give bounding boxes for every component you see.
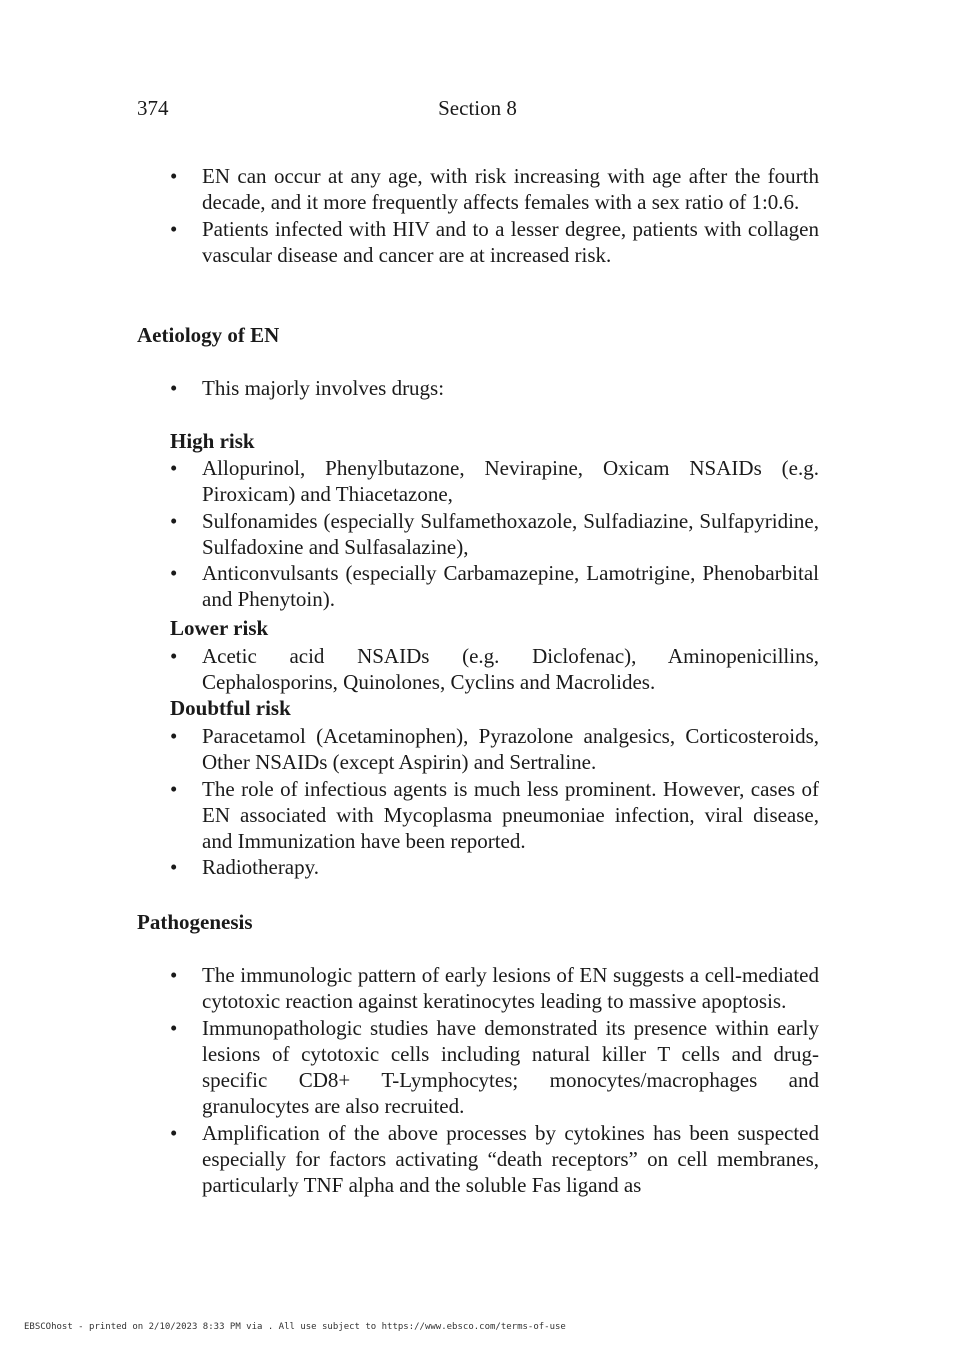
list-item: • Anticonvulsants (especially Carbamazepine, Lamotrigine, Phenobarbital and Phenytoin). (170, 561, 819, 612)
list-item: • Patients infected with HIV and to a lesser degree, patients with collagen vascular disease and cancer are at increased risk. (170, 216, 819, 267)
doubtful-risk-list (170, 723, 819, 881)
aetiology-intro-list (170, 375, 819, 401)
section-heading-aetiology: Aetiology of EN (137, 323, 280, 347)
subheading-lower-risk: Lower risk (170, 616, 269, 640)
lower-risk-list (170, 643, 819, 696)
running-head: Section 8 (438, 96, 517, 120)
list-item: • Acetic acid NSAIDs (e.g. Diclofenac), Aminopenicillins, Cephalosporins, Quinolones, Cyclins and Macrolides. (170, 644, 819, 695)
intro-bullet-list (170, 163, 819, 268)
list-item: • Radiotherapy. (170, 855, 320, 880)
list-item: • The immunologic pattern of early lesions of EN suggests a cell-mediated cytotoxic reaction against keratinocytes leading to massive apoptosis. (170, 963, 819, 1014)
list-item: • Allopurinol, Phenylbutazone, Nevirapine, Oxicam NSAIDs (e.g. Piroxicam) and Thiacetazone, (170, 456, 819, 507)
list-item: • Immunopathologic studies have demonstrated its presence within early lesions of cytotoxic cells including natural killer T cells and drug-specific CD8+ T-Lymphocytes; monocytes/macrophages and granulocytes are also recruited. (170, 1015, 819, 1119)
list-item: • Sulfonamides (especially Sulfamethoxazole, Sulfadiazine, Sulfapyridine, Sulfadoxine and Sulfasalazine), (170, 508, 819, 559)
high-risk-list (170, 455, 819, 613)
page-number: 374 (137, 96, 169, 120)
list-item: • EN can occur at any age, with risk increasing with age after the fourth decade, and it more frequently affects females with a sex ratio of 1:0.6. (170, 164, 819, 215)
section-heading-pathogenesis: Pathogenesis (137, 910, 253, 934)
subheading-doubtful-risk: Doubtful risk (170, 696, 291, 720)
list-item: • Amplification of the above processes by cytokines has been suspected especially for factors activating “death receptors” on cell membranes, particularly TNF alpha and the soluble Fas ligand as (170, 1120, 819, 1198)
pathogenesis-list (170, 962, 819, 1199)
list-item: • Paracetamol (Acetaminophen), Pyrazolone analgesics, Corticosteroids, Other NSAIDs (except Aspirin) and Sertraline. (170, 724, 819, 775)
footer-notice: EBSCOhost - printed on 2/10/2023 8:33 PM via . All use subject to https://www.ebsco.com/terms-of-use (24, 1322, 566, 1332)
subheading-high-risk: High risk (170, 429, 255, 453)
list-item: • This majorly involves drugs: (170, 376, 445, 400)
list-item: • The role of infectious agents is much less prominent. However, cases of EN associated with Mycoplasma pneumoniae infection, viral disease, and Immunization have been reported. (170, 776, 819, 854)
